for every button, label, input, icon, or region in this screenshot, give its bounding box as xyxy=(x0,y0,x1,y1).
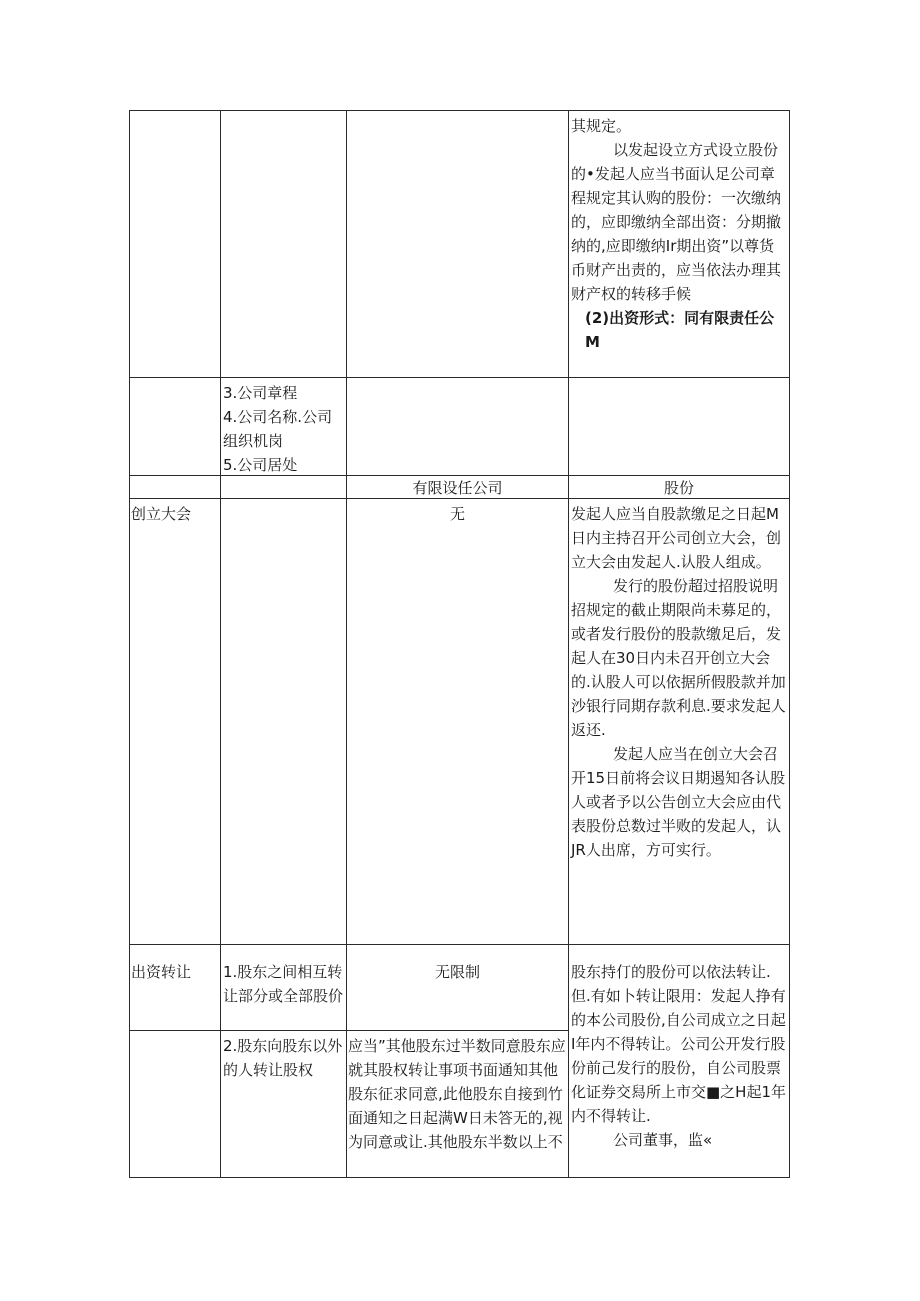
founding-stock-para-2: 发行的股份超过招股说明招规定的截止期限尚未募足的，或者发行股份的股款缴足后，发起人在30日内未召开创立大会的.认股人可以依据所假股款并加沙银行同期存款利息.要求发起人返还. xyxy=(571,577,786,739)
rule-after-capital xyxy=(129,377,790,378)
col-left-border xyxy=(129,110,130,1178)
founding-stock-para-1: 发起人应当自股款缴足之日起M日内主持召开公司创立大会，创立大会由发起人.认股人组成。 xyxy=(571,505,782,571)
transfer-sub2-llc: 应当”其他股东过半数同意股东应就其股权转让事项书面通知其他股东征求同意,此他股东自接到竹面通知之日起满W日未答无的,视为同意或让.其他股东半数以上不 xyxy=(348,1037,566,1151)
founding-label: 创立大会 xyxy=(131,505,192,523)
founding-stock-para-3: 发起人应当在创立大会召开15日前将会议日期遏知各认股人或者予以公告创立大会应由代表股份总数过半败的发起人，认JR人出席，方可实行。 xyxy=(571,745,786,859)
founding-llc: 无 xyxy=(449,505,465,523)
charter-item-4: 4.公司名称.公司组织机岗 xyxy=(223,408,333,450)
transfer-stock-cell xyxy=(571,960,787,1152)
col-divider-2 xyxy=(346,110,347,1178)
charter-item-3: 3.公司章程 xyxy=(223,384,298,402)
capital-stock-para-1: 其规定。 xyxy=(571,117,632,135)
rule-top xyxy=(129,110,790,111)
transfer-label: 出资转让 xyxy=(131,963,192,981)
transfer-sub2-label: 2.股东向股东以外的人转让股权 xyxy=(223,1037,343,1079)
rule-bottom xyxy=(129,1177,790,1178)
charter-item-5: 5.公司居处 xyxy=(223,456,298,474)
transfer-sub1-label: 1.股东之间相互转让部分或全部股价 xyxy=(223,963,344,1005)
header-llc: 有限设任公司 xyxy=(412,479,503,497)
founding-stock-cell xyxy=(571,502,787,862)
capital-stock-cell xyxy=(571,114,787,354)
charter-items-cell xyxy=(223,381,343,477)
header-stock: 股份 xyxy=(663,479,694,497)
col-divider-1 xyxy=(220,110,221,1178)
capital-stock-para-3: (2)出资形式：同有限责任公M xyxy=(585,309,775,351)
capital-stock-para-2: 以发起设立方式设立股份的•发起人应当书面认足公司章程规定其认购的股份：一次缴纳的，应即缴纳全部出资：分期撤纳的,应即缴纳Ir期出资”以尊货币财产出责的，应当依法办理其财产权的转移手候 xyxy=(571,141,782,303)
rule-transfer-sub xyxy=(129,1030,568,1031)
transfer-stock-para-2: 公司董事，监« xyxy=(613,1131,713,1149)
transfer-sub1-llc: 无限制 xyxy=(434,963,480,981)
transfer-stock-para-1: 股东持仃的股份可以依法转让.但.有如卜转让限用：发起人挣有的本公司股份,自公司成立之日起I年内不得转让。公司公开发行股份前己发行的股份，自公司股票化证券交舄所上市交■之H起1年内不得转让. xyxy=(571,963,786,1125)
rule-after-founding xyxy=(129,944,790,945)
col-divider-3 xyxy=(568,110,569,1178)
col-right-border xyxy=(789,110,790,1178)
